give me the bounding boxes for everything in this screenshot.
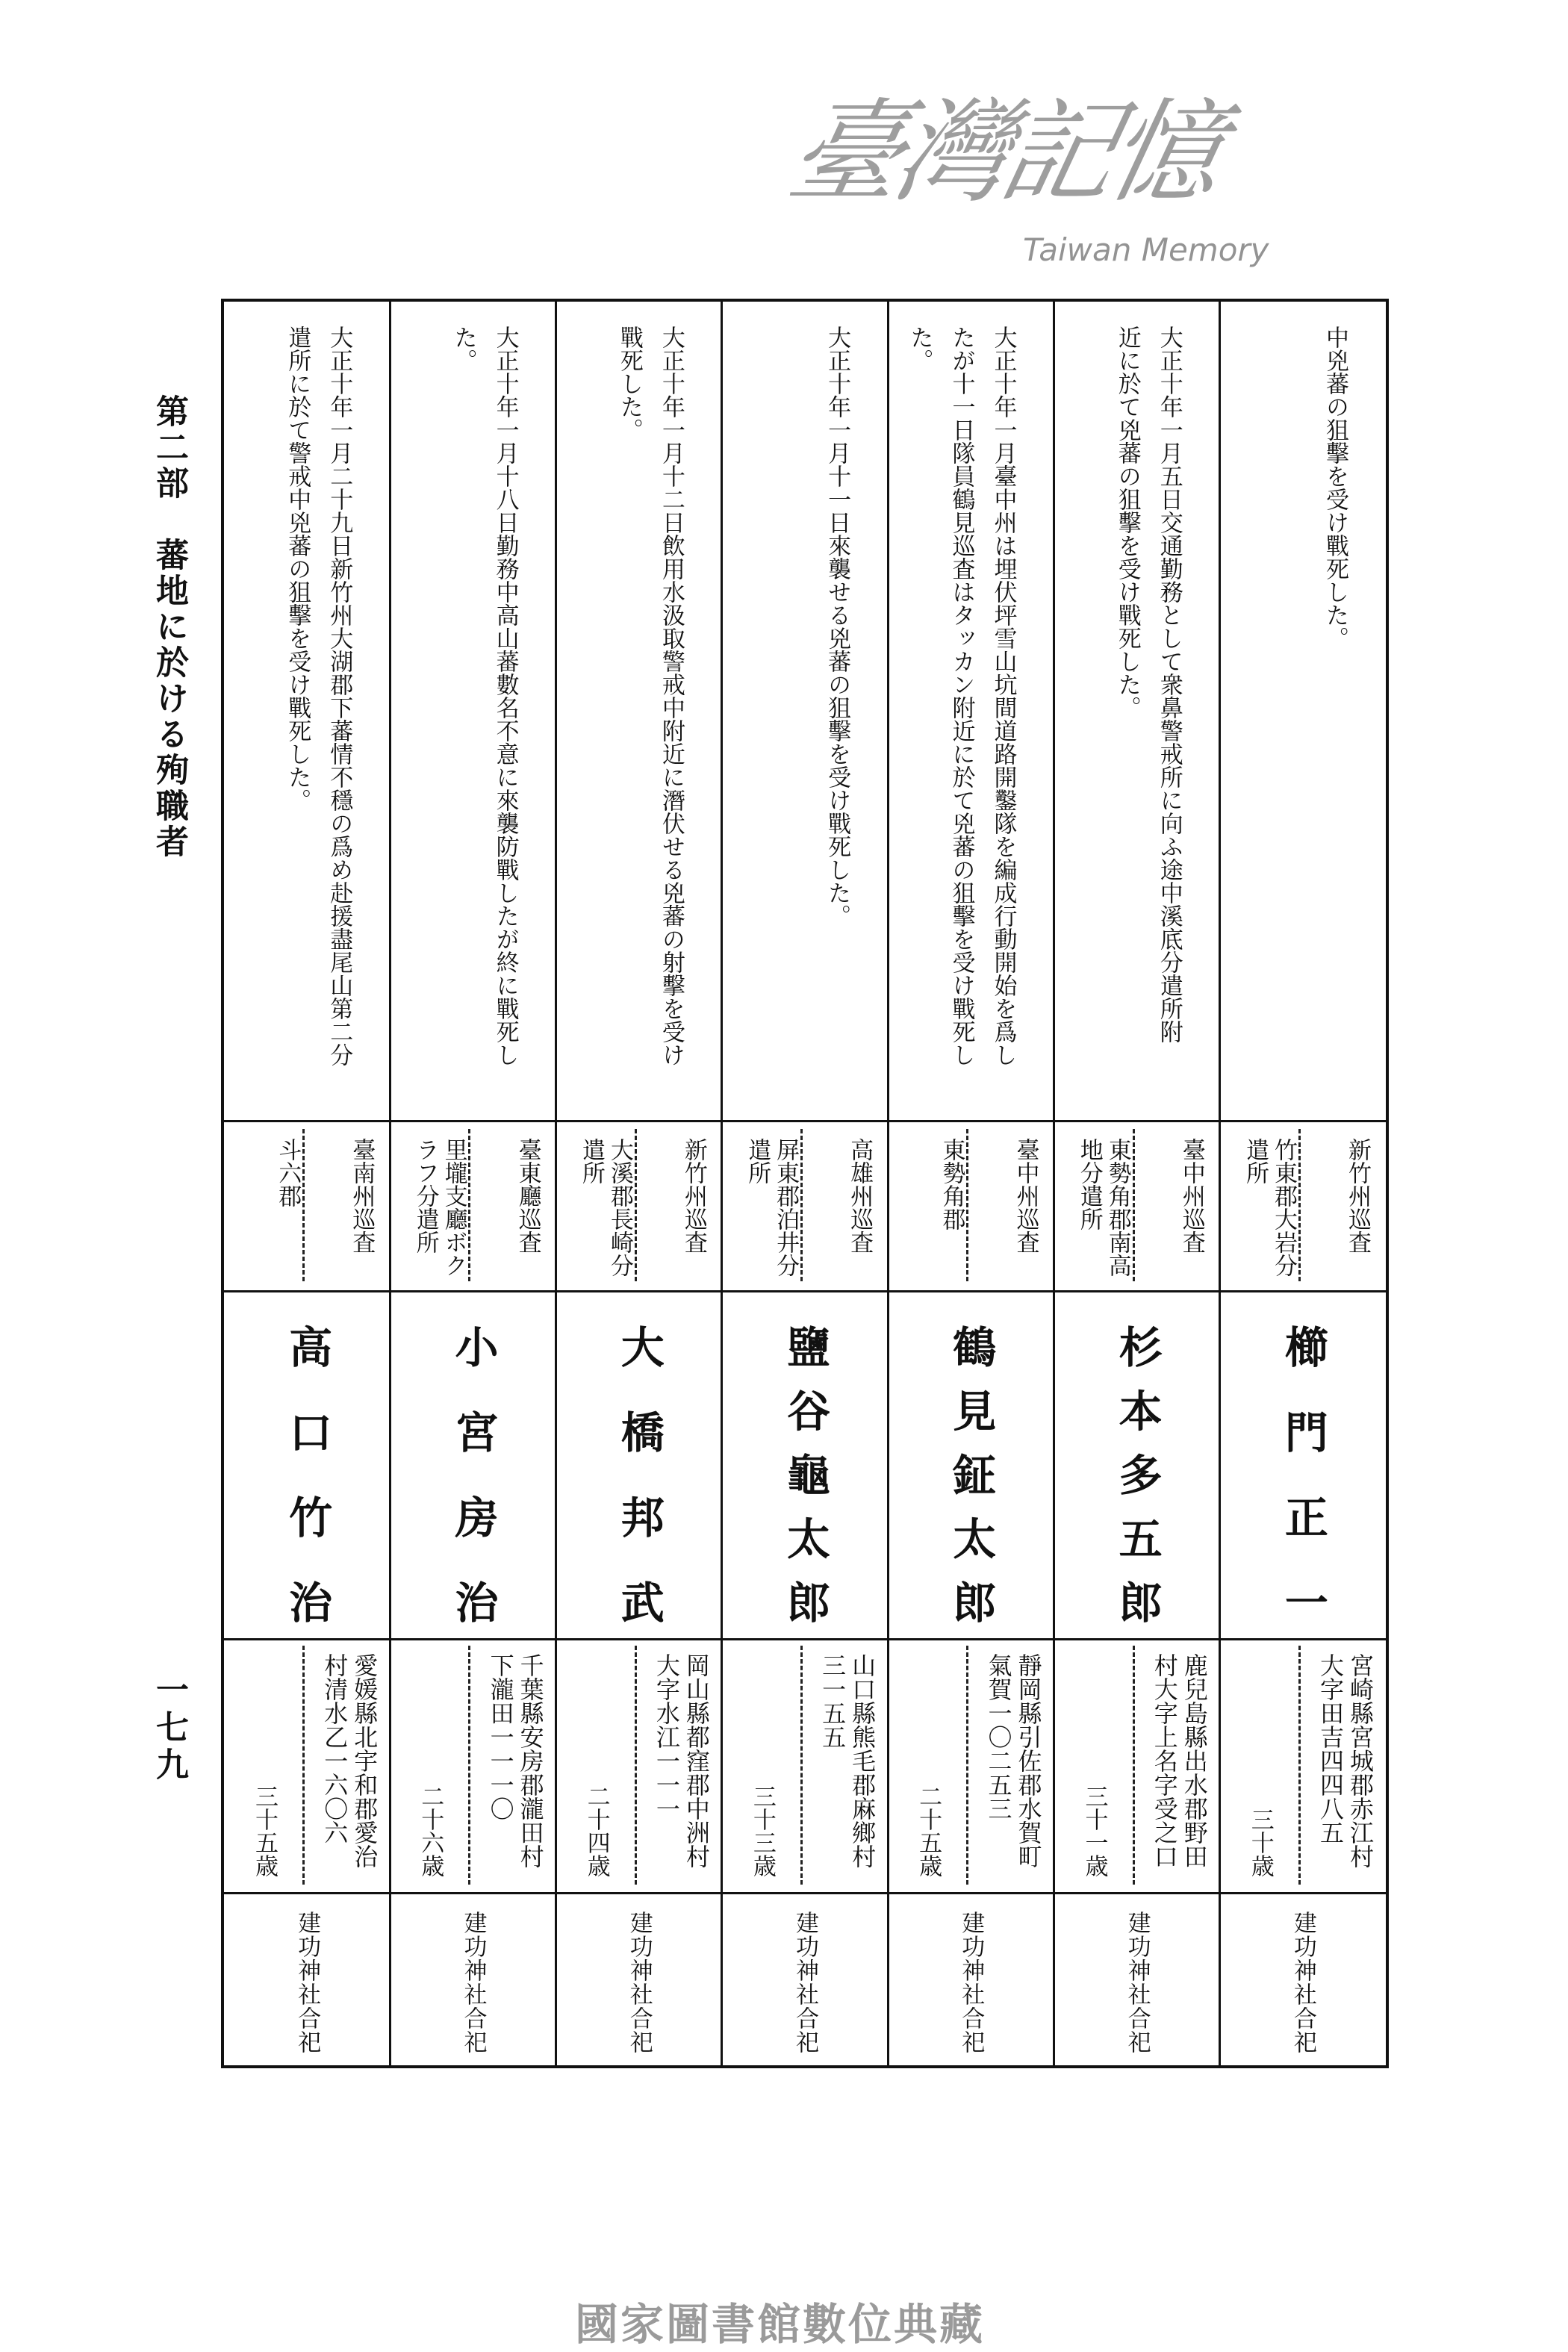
name-cell — [1054, 1325, 1219, 1623]
age-cell — [747, 1638, 777, 1877]
assignment — [1075, 1138, 1132, 1277]
address-line: 村大字上名字受之口 — [1150, 1653, 1179, 1868]
person-name: 高口竹治 — [281, 1325, 333, 1623]
assignment-line: 遣所 — [1242, 1138, 1269, 1184]
post-section — [390, 1120, 556, 1290]
dashed-divider — [1133, 1129, 1135, 1281]
person-name: 櫛門正一 — [1277, 1325, 1328, 1623]
address — [1150, 1653, 1210, 1868]
dashed-divider — [966, 1129, 968, 1281]
dashed-divider — [1133, 1646, 1135, 1885]
post-section — [224, 1120, 390, 1290]
assignment-line: 遣所 — [577, 1138, 605, 1184]
shrine-enshrinement: 建功神社合祀 — [1123, 1911, 1151, 2054]
taiwan-memory-watermark — [777, 82, 1314, 284]
assignment — [743, 1138, 800, 1277]
dashed-divider — [966, 1646, 968, 1885]
assignment-line: 屏東郡泊井分 — [772, 1138, 800, 1277]
age-cell — [1245, 1638, 1275, 1877]
address-line: 山口縣熊毛郡麻鄉村 — [848, 1653, 877, 1868]
name-cell — [722, 1325, 888, 1623]
narrative-line: 近に於て兇蕃の狙擊を受け戰死した。 — [1113, 326, 1141, 719]
dashed-divider — [468, 1646, 470, 1885]
person-name: 鹽谷龜太郎 — [780, 1325, 831, 1623]
narrative-line: 大正十年一月五日交通勤務として衆鼻警戒所に向ふ途中溪底分遣所附 — [1155, 326, 1183, 1043]
shrine-cell — [888, 1911, 1054, 2054]
age: 二十六歳 — [417, 1785, 444, 1877]
rank: 臺中州巡査 — [1177, 1138, 1205, 1254]
shrine-enshrinement: 建功神社合祀 — [459, 1911, 487, 2054]
age-cell — [582, 1638, 612, 1877]
person-name: 杉本多五郎 — [1111, 1325, 1163, 1623]
name-cell — [390, 1325, 556, 1623]
narrative-line: 大正十年一月二十九日新竹州大湖郡下蕃情不穩の爲め赴援盡尾山第二分 — [326, 326, 353, 1066]
shrine-cell — [1054, 1911, 1219, 2054]
name-cell — [224, 1325, 390, 1623]
narrative-line: た。 — [449, 326, 477, 372]
narrative-line: 大正十年一月臺中州は埋伏坪雪山坑間道路開鑿隊を編成行動開始を爲し — [989, 326, 1017, 1066]
assignment-line: 竹東郡大岩分 — [1270, 1138, 1297, 1277]
shrine-cell — [722, 1911, 888, 2054]
age-cell — [249, 1638, 279, 1877]
assignment — [1241, 1138, 1298, 1277]
assignment-line: ラフ分遣所 — [411, 1138, 439, 1254]
address — [1316, 1653, 1375, 1868]
narrative — [1107, 326, 1190, 1110]
address-line: 村清水乙一六〇六 — [320, 1653, 349, 1844]
entry-column — [1220, 302, 1386, 2065]
entry-column — [1054, 302, 1219, 2065]
narrative-line: 大正十年一月十八日勤務中高山蕃數名不意に來襲防戰したが終に戰死し — [491, 326, 519, 1066]
address-line: 宮崎縣宮城郡赤江村 — [1346, 1653, 1375, 1868]
rank: 臺東廳巡査 — [514, 1138, 541, 1254]
address-line: 大字水江一一一 — [652, 1653, 681, 1820]
shrine-cell — [556, 1911, 722, 2054]
address — [320, 1653, 379, 1868]
rank: 新竹州巡査 — [1344, 1138, 1371, 1254]
assignment-line: 地分遣所 — [1075, 1138, 1103, 1231]
entry-column — [224, 302, 390, 2065]
post-section — [722, 1120, 888, 1290]
age-cell — [415, 1638, 445, 1877]
rank: 高雄州巡査 — [846, 1138, 874, 1254]
age-cell — [1079, 1638, 1109, 1877]
narrative-line: 戰死した。 — [615, 326, 643, 441]
assignment — [937, 1138, 965, 1231]
age: 三十歳 — [1246, 1808, 1274, 1877]
post-section — [556, 1120, 722, 1290]
assignment-line: 斗六郡 — [274, 1138, 302, 1207]
narrative — [609, 326, 692, 1110]
post-section — [888, 1120, 1054, 1290]
dashed-divider — [1298, 1646, 1301, 1885]
running-header: 第二部 蕃地に於ける殉職者 — [150, 394, 188, 860]
address-line: 氣賀一〇二五三 — [984, 1653, 1013, 1820]
shrine-cell — [224, 1911, 390, 2054]
dashed-divider — [468, 1129, 470, 1281]
dashed-divider — [635, 1646, 637, 1885]
dashed-divider — [800, 1129, 803, 1281]
age: 三十五歳 — [251, 1785, 279, 1877]
assignment-line: 里壠支廳ボク — [440, 1138, 467, 1277]
address — [486, 1653, 546, 1868]
address — [652, 1653, 712, 1868]
address-line: 岡山縣都窪郡中洲村 — [682, 1653, 711, 1868]
address-line: 大字田吉四四八五 — [1316, 1653, 1345, 1844]
age: 二十五歳 — [915, 1785, 942, 1877]
dashed-divider — [302, 1129, 305, 1281]
address-line: 鹿兒島縣出水郡野田 — [1180, 1653, 1209, 1868]
martyrs-table — [221, 299, 1389, 2068]
shrine-enshrinement: 建功神社合祀 — [625, 1911, 653, 2054]
assignment — [411, 1138, 468, 1277]
address-line: 千葉縣安房郡瀧田村 — [516, 1653, 545, 1868]
shrine-cell — [390, 1911, 556, 2054]
page-number: 一七九 — [150, 1673, 188, 1785]
name-cell — [556, 1325, 722, 1623]
address — [818, 1653, 877, 1868]
assignment-line: 東勢角郡南高 — [1104, 1138, 1131, 1277]
narrative-line: た。 — [906, 326, 933, 372]
entry-column — [390, 302, 556, 2065]
narrative-line: たが十一日隊員鶴見巡査はタッカン附近に於て兇蕃の狙擊を受け戰死し — [948, 326, 975, 1066]
address-line: 靜岡縣引佐郡水賀町 — [1014, 1653, 1043, 1868]
shrine-enshrinement: 建功神社合祀 — [791, 1911, 819, 2054]
assignment — [577, 1138, 634, 1277]
entry-column — [556, 302, 722, 2065]
dashed-divider — [800, 1646, 803, 1885]
entry-column — [888, 302, 1054, 2065]
narrative-line: 大正十年一月十二日飲用水汲取警戒中附近に潛伏せる兇蕃の射擊を受け — [657, 326, 685, 1066]
narrative — [276, 326, 360, 1110]
person-name: 鶴見鉦太郎 — [945, 1325, 997, 1623]
shrine-cell — [1220, 1911, 1386, 2054]
person-name: 大橋邦武 — [613, 1325, 665, 1623]
narrative-line: 中兇蕃の狙擊を受け戰死した。 — [1322, 326, 1348, 650]
address-line: 三一五五 — [818, 1653, 847, 1749]
assignment-line: 遣所 — [744, 1138, 771, 1184]
narrative-line: 遣所に於て警戒中兇蕃の狙擊を受け戰死した。 — [284, 326, 311, 812]
assignment-line: 大溪郡長崎分 — [606, 1138, 633, 1277]
address — [983, 1653, 1043, 1868]
narrative — [816, 326, 858, 1110]
footer-collection: 國家圖書館數位典藏 — [575, 2299, 986, 2350]
person-name: 小宮房治 — [447, 1325, 499, 1623]
narrative-line: 大正十年一月十一日來襲せる兇蕃の狙擊を受け戰死した。 — [824, 326, 851, 927]
dashed-divider — [1298, 1129, 1301, 1281]
shrine-enshrinement: 建功神社合祀 — [1289, 1911, 1316, 2054]
narrative — [443, 326, 526, 1110]
address-line: 愛媛縣北宇和郡愛治 — [350, 1653, 379, 1868]
shrine-enshrinement: 建功神社合祀 — [957, 1911, 985, 2054]
post-section — [1054, 1120, 1219, 1290]
age-cell — [913, 1638, 943, 1877]
name-cell — [1220, 1325, 1386, 1623]
watermark-subtitle: Taiwan Memory — [1023, 231, 1269, 268]
rank: 臺中州巡査 — [1012, 1138, 1039, 1254]
address-line: 下瀧田一一一〇 — [486, 1653, 515, 1820]
watermark-logo: 臺灣記憶 — [777, 88, 1230, 218]
assignment-line: 東勢角郡 — [938, 1138, 965, 1231]
rank: 新竹州巡査 — [679, 1138, 707, 1254]
age: 二十四歳 — [582, 1785, 610, 1877]
dashed-divider — [635, 1129, 637, 1281]
age: 三十一歳 — [1080, 1785, 1108, 1877]
shrine-enshrinement: 建功神社合祀 — [293, 1911, 321, 2054]
assignment — [273, 1138, 302, 1207]
entry-column — [722, 302, 888, 2065]
narrative — [898, 326, 1024, 1110]
rank: 臺南州巡査 — [348, 1138, 376, 1254]
age: 三十三歳 — [748, 1785, 776, 1877]
narrative — [1314, 326, 1356, 1110]
dashed-divider — [302, 1646, 305, 1885]
name-cell — [888, 1325, 1054, 1623]
post-section — [1220, 1120, 1386, 1290]
